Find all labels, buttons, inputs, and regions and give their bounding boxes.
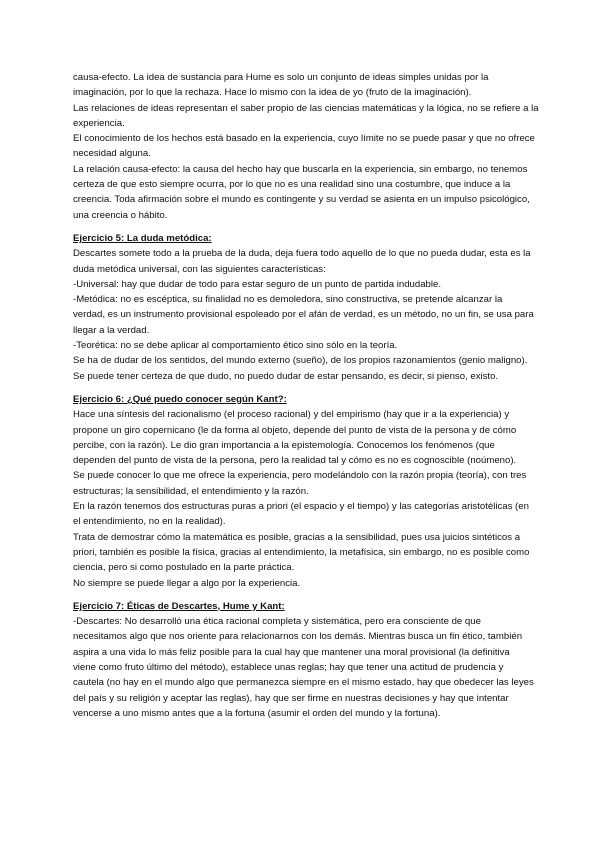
- ejercicio6-text-line: Trata de demostrar cómo la matemática es posible, gracias a la sensibilidad, pues usa juicios sintéticos a: [73, 531, 521, 543]
- ejercicio7-text-line: necesitamos algo que nos oriente para relacionarnos con los demás. Mientras busca un fin ético, también: [73, 631, 523, 643]
- intro-text-line: causa-efecto. La idea de sustancia para Hume es solo un conjunto de ideas simples unidas por la: [73, 72, 489, 83]
- ejercicio6-text-line: dependen del punto de vista de la persona, pero la realidad tal y cómo es no es cognoscible (noúmeno).: [73, 455, 517, 467]
- ejercicio7-text-line: viene como fruto último del método), establece unas reglas; hay que tener una actitud de prudencia y: [73, 661, 504, 673]
- intro-text-line: La relación causa-efecto: la causa del hecho hay que buscarla en la experiencia, sin embargo, no tenemos: [73, 163, 528, 175]
- intro-section: [73, 70, 563, 223]
- ejercicio5-text-line: duda metódica universal, con las siguientes características:: [73, 263, 326, 275]
- ejercicio5-text-line: Descartes somete todo a la prueba de la duda, deja fuera todo aquello de lo que no pueda dudar, esta es la: [73, 248, 531, 260]
- ejercicio5-text-line: Se ha de dudar de los sentidos, del mundo externo (sueño), de los propios razonamientos (genio maligno).: [73, 355, 528, 367]
- intro-text-line: experiencia.: [73, 117, 125, 129]
- intro-text-line: necesidad alguna.: [73, 148, 151, 160]
- ejercicio6-text-line: propone un giro copernicano (le da forma al objeto, depende del punto de vista de la persona y de cómo: [73, 424, 517, 436]
- ejercicio5-text-line: llegar a la verdad.: [73, 324, 150, 336]
- ejercicio7-text-line: del país y su religión y aceptar las reglas), hay que ser firme en nuestras decisiones y hay que intentar: [73, 692, 509, 704]
- intro-text-line: Las relaciones de ideas representan el saber propio de las ciencias matemáticas y la lógica, no se refiere a la: [73, 102, 539, 114]
- intro-text-line: imaginación, por lo que la rechaza. Hace lo mismo con la idea de yo (fruto de la imaginación).: [73, 87, 472, 99]
- ejercicio6-heading: Ejercicio 6: ¿Qué puedo conocer según Kant?:: [73, 393, 287, 405]
- ejercicio6-text-line: priori, también es posible la física, gracias al entendimiento, la metafísica, sin embargo, no es posible como: [73, 546, 530, 558]
- ejercicio5-text-line: verdad, es un instrumento provisional espoleado por el afán de verdad, es un método, no un fin, se usa para: [73, 309, 534, 321]
- ejercicio6-text-line: percibe, con la razón). Le dio gran importancia a la epistemología. Conocemos los fenómenos (que: [73, 439, 495, 451]
- intro-text-line: El conocimiento de los hechos está basado en la experiencia, cuyo límite no se puede pasar y que no ofrece: [73, 133, 535, 145]
- ejercicio6-text-line: Se puede conocer lo que me ofrece la experiencia, pero modelándolo con la razón propia (teoría), con tres: [73, 470, 527, 482]
- ejercicio5-text-line: -Metódica: no es escéptica, su finalidad no es demoledora, sino constructiva, se pretende alcanzar la: [73, 294, 503, 306]
- ejercicio6-text-line: No siempre se puede llegar a algo por la experiencia.: [73, 577, 301, 589]
- document-body: [73, 70, 563, 721]
- ejercicio7-text-line: -Descartes: No desarrolló una ética racional completa y sistemática, pero era consciente de que: [73, 616, 481, 628]
- ejercicio5-text-line: -Universal: hay que dudar de todo para estar seguro de un punto de partida indudable.: [73, 278, 442, 290]
- ejercicio5-text-line: Se puede tener certeza de que dudo, no puedo dudar de estar pensando, es decir, si pienso, existo.: [73, 370, 499, 382]
- ejercicio7-text-line: vencerse a uno mismo antes que a la fortuna (asumir el orden del mundo y la fortuna).: [73, 707, 441, 719]
- ejercicio6-text-line: el entendimiento, no en la realidad).: [73, 516, 226, 528]
- intro-text-line: certeza de que esto siempre ocurra, por lo que no es una realidad sino una costumbre, que induce a la: [73, 179, 511, 191]
- ejercicio6-text-line: ciencia, pero si como postulado en la parte práctica.: [73, 562, 295, 574]
- ejercicio6-text-line: estructuras; la sensibilidad, el entendimiento y la razón.: [73, 485, 309, 497]
- ejercicio5-heading: Ejercicio 5: La duda metódica:: [73, 232, 212, 244]
- ejercicio7-heading: Ejercicio 7: Éticas de Descartes, Hume y Kant:: [73, 600, 285, 612]
- ejercicio7-section: [73, 614, 563, 721]
- ejercicio6-text-line: En la razón tenemos dos estructuras puras a priori (el espacio y el tiempo) y las categorías aristotélicas (en: [73, 501, 529, 513]
- ejercicio6-section: [73, 407, 563, 591]
- ejercicio6-text-line: Hace una síntesis del racionalismo (el proceso racional) y del empirismo (hay que ir a la experiencia) y: [73, 409, 510, 421]
- ejercicio5-text-line: -Teorética: no se debe aplicar al comportamiento ético sino sólo en la teoría.: [73, 340, 398, 352]
- ejercicio5-section: [73, 246, 563, 384]
- intro-text-line: una creencia o hábito.: [73, 209, 168, 221]
- ejercicio7-text-line: cautela (no hay en el mundo algo que permanezca siempre en el mismo estado, hay que obedecer las leyes: [73, 677, 534, 689]
- intro-text-line: creencia. Toda afirmación sobre el mundo es contingente y su verdad se asienta en un impulso psicológico,: [73, 194, 530, 206]
- ejercicio7-text-line: aspira a una vida lo más feliz posible para la cual hay que mantener una moral provisional (la definitiva: [73, 646, 510, 658]
